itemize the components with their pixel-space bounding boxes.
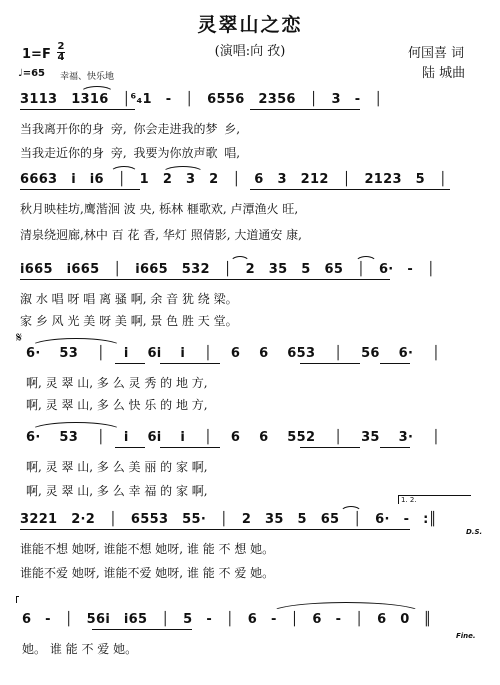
notation-line: 3113 1316 │⁶₄1 - │ 6556 2356 │ 3 - │ <box>20 92 383 107</box>
lyric-verse-2: 啊, 灵 翠 山, 多 么 快 乐 的 地 方, <box>26 398 208 412</box>
key-signature: 1=F <box>22 47 51 62</box>
song-title: 灵翠山之恋 <box>197 14 303 36</box>
lyric-verse-1: 当我离开你的身 旁, 你会走进我的梦 乡, <box>20 122 241 136</box>
ds-marking: D.S. <box>466 528 483 536</box>
notation-line: 6· 53 │ i 6i i │ 6 6 653 │ 56 6· │ <box>26 346 441 361</box>
notation-line: 3221 2·2 │ 6553 55· │ 2 35 5 65 │ 6· - :║ <box>20 512 437 527</box>
segno-sign: 𝄋 <box>16 330 23 346</box>
lyric-verse-2: 谁能不爱 她呀, 谁能不爱 她呀, 谁 能 不 爱 她。 <box>20 566 275 580</box>
time-denominator: 4 <box>57 52 65 63</box>
notation-line: 6663 i i6 │ 1 2 3 2 │ 6 3 212 │ 2123 5 │ <box>20 172 447 187</box>
fine-marking: Fine. <box>456 632 476 640</box>
lyric-verse-2: 家 乡 风 光 美 呀 美 啊, 景 色 胜 天 堂。 <box>20 314 238 328</box>
notation-line: 6· 53 │ i 6i i │ 6 6 552 │ 35 3· │ <box>26 430 441 445</box>
lyric-verse-1: 谁能不想 她呀, 谁能不想 她呀, 谁 能 不 想 她。 <box>20 542 275 556</box>
lyric-verse-1: 啊, 灵 翠 山, 多 么 灵 秀 的 地 方, <box>26 376 208 390</box>
time-numerator: 2 <box>57 41 65 52</box>
singer-credit: (演唱:向 孜) <box>214 44 286 59</box>
notation-line: 6 - │ 56i i65 │ 5 - │ 6 - │ 6 - │ 6 0 ║ <box>22 612 432 627</box>
composer-credit: 陆 城曲 <box>422 66 466 81</box>
lyric-verse-1: 啊, 灵 翠 山, 多 么 美 丽 的 家 啊, <box>26 460 208 474</box>
lyric-verse-2: 清泉绕迥廊,林中 百 花 香, 华灯 照倩影, 大道通安 康, <box>20 228 302 242</box>
lyric-verse-1: 秋月映桂坊,鹰湝洄 波 央, 栎林 榧歌欢, 卢潭渔火 旺, <box>20 202 299 216</box>
lyric-verse-1: 溆 水 唱 呀 唱 离 骚 啊, 余 音 犹 绕 梁。 <box>20 292 238 306</box>
lyric-verse-2: 当我走近你的身 旁, 我要为你放声歌 唱, <box>20 146 241 160</box>
mood-marking: 幸福、快乐地 <box>60 72 115 82</box>
lyric-verse-2: 啊, 灵 翠 山, 多 么 幸 福 的 家 啊, <box>26 484 208 498</box>
time-signature <box>57 42 65 63</box>
tempo-marking: ♩=65 <box>18 68 46 79</box>
volta-bracket: 1. 2. <box>398 495 471 504</box>
lyricist-credit: 何国喜 词 <box>408 46 465 61</box>
notation-line: i665 i665 │ i665 532 │ 2 35 5 65 │ 6· - │ <box>20 262 436 277</box>
lyric-verse-1: 她。 谁 能 不 爱 她。 <box>22 642 138 656</box>
